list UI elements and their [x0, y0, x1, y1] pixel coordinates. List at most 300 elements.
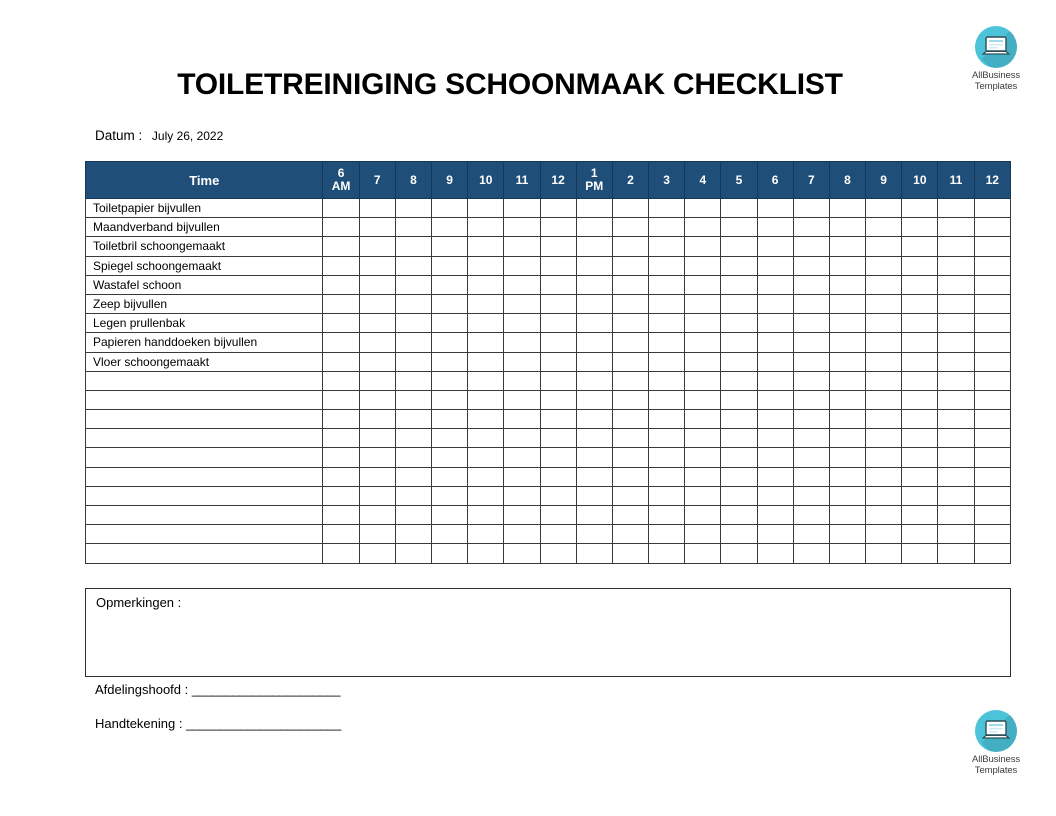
task-label-cell[interactable]	[86, 390, 323, 409]
checkbox-cell[interactable]	[974, 294, 1010, 313]
checkbox-cell[interactable]	[974, 525, 1010, 544]
task-label-cell[interactable]: Toiletbril schoongemaakt	[86, 237, 323, 256]
checkbox-cell[interactable]	[649, 333, 685, 352]
checkbox-cell[interactable]	[359, 314, 395, 333]
checkbox-cell[interactable]	[793, 544, 829, 563]
checkbox-cell[interactable]	[649, 525, 685, 544]
checkbox-cell[interactable]	[649, 429, 685, 448]
checkbox-cell[interactable]	[395, 429, 431, 448]
checkbox-cell[interactable]	[612, 448, 648, 467]
checkbox-cell[interactable]	[866, 429, 902, 448]
checkbox-cell[interactable]	[721, 467, 757, 486]
checkbox-cell[interactable]	[395, 390, 431, 409]
checkbox-cell[interactable]	[685, 429, 721, 448]
checkbox-cell[interactable]	[866, 410, 902, 429]
checkbox-cell[interactable]	[757, 525, 793, 544]
checkbox-cell[interactable]	[432, 333, 468, 352]
checkbox-cell[interactable]	[359, 486, 395, 505]
checkbox-cell[interactable]	[829, 333, 865, 352]
checkbox-cell[interactable]	[432, 467, 468, 486]
department-head-blank[interactable]: ______________________	[191, 682, 340, 697]
checkbox-cell[interactable]	[938, 352, 974, 371]
checkbox-cell[interactable]	[793, 352, 829, 371]
checkbox-cell[interactable]	[757, 275, 793, 294]
checkbox-cell[interactable]	[866, 448, 902, 467]
task-label-cell[interactable]: Zeep bijvullen	[86, 294, 323, 313]
checkbox-cell[interactable]	[902, 333, 938, 352]
checkbox-cell[interactable]	[576, 448, 612, 467]
checkbox-cell[interactable]	[540, 256, 576, 275]
checkbox-cell[interactable]	[432, 256, 468, 275]
checkbox-cell[interactable]	[938, 410, 974, 429]
checkbox-cell[interactable]	[432, 486, 468, 505]
checkbox-cell[interactable]	[685, 410, 721, 429]
remarks-box[interactable]	[85, 588, 1011, 677]
checkbox-cell[interactable]	[576, 314, 612, 333]
checkbox-cell[interactable]	[468, 256, 504, 275]
checkbox-cell[interactable]	[793, 525, 829, 544]
checkbox-cell[interactable]	[395, 199, 431, 218]
checkbox-cell[interactable]	[468, 486, 504, 505]
checkbox-cell[interactable]	[323, 314, 359, 333]
checkbox-cell[interactable]	[504, 410, 540, 429]
checkbox-cell[interactable]	[649, 352, 685, 371]
checkbox-cell[interactable]	[938, 486, 974, 505]
checkbox-cell[interactable]	[323, 294, 359, 313]
checkbox-cell[interactable]	[540, 275, 576, 294]
checkbox-cell[interactable]	[902, 410, 938, 429]
checkbox-cell[interactable]	[468, 333, 504, 352]
checkbox-cell[interactable]	[612, 390, 648, 409]
checkbox-cell[interactable]	[432, 371, 468, 390]
checkbox-cell[interactable]	[612, 544, 648, 563]
checkbox-cell[interactable]	[721, 525, 757, 544]
checkbox-cell[interactable]	[974, 352, 1010, 371]
checkbox-cell[interactable]	[866, 199, 902, 218]
checkbox-cell[interactable]	[323, 333, 359, 352]
checkbox-cell[interactable]	[504, 218, 540, 237]
checkbox-cell[interactable]	[395, 410, 431, 429]
checkbox-cell[interactable]	[866, 506, 902, 525]
checkbox-cell[interactable]	[649, 486, 685, 505]
checkbox-cell[interactable]	[938, 237, 974, 256]
checkbox-cell[interactable]	[359, 218, 395, 237]
checkbox-cell[interactable]	[612, 256, 648, 275]
checkbox-cell[interactable]	[829, 525, 865, 544]
checkbox-cell[interactable]	[902, 218, 938, 237]
task-label-cell[interactable]: Vloer schoongemaakt	[86, 352, 323, 371]
checkbox-cell[interactable]	[649, 506, 685, 525]
checkbox-cell[interactable]	[504, 486, 540, 505]
checkbox-cell[interactable]	[395, 275, 431, 294]
checkbox-cell[interactable]	[323, 525, 359, 544]
checkbox-cell[interactable]	[938, 525, 974, 544]
checkbox-cell[interactable]	[866, 371, 902, 390]
checkbox-cell[interactable]	[359, 199, 395, 218]
checkbox-cell[interactable]	[902, 256, 938, 275]
checkbox-cell[interactable]	[902, 525, 938, 544]
checkbox-cell[interactable]	[576, 525, 612, 544]
checkbox-cell[interactable]	[432, 525, 468, 544]
checkbox-cell[interactable]	[649, 199, 685, 218]
checkbox-cell[interactable]	[829, 352, 865, 371]
checkbox-cell[interactable]	[395, 256, 431, 275]
checkbox-cell[interactable]	[829, 314, 865, 333]
checkbox-cell[interactable]	[504, 256, 540, 275]
signature-blank[interactable]: _______________________	[186, 716, 341, 731]
task-label-cell[interactable]	[86, 506, 323, 525]
checkbox-cell[interactable]	[395, 506, 431, 525]
checkbox-cell[interactable]	[793, 256, 829, 275]
checkbox-cell[interactable]	[649, 410, 685, 429]
checkbox-cell[interactable]	[323, 506, 359, 525]
task-label-cell[interactable]	[86, 429, 323, 448]
checkbox-cell[interactable]	[323, 199, 359, 218]
checkbox-cell[interactable]	[540, 371, 576, 390]
checkbox-cell[interactable]	[540, 486, 576, 505]
checkbox-cell[interactable]	[793, 294, 829, 313]
checkbox-cell[interactable]	[612, 467, 648, 486]
checkbox-cell[interactable]	[323, 256, 359, 275]
checkbox-cell[interactable]	[938, 448, 974, 467]
checkbox-cell[interactable]	[721, 448, 757, 467]
checkbox-cell[interactable]	[468, 429, 504, 448]
checkbox-cell[interactable]	[721, 275, 757, 294]
checkbox-cell[interactable]	[938, 275, 974, 294]
checkbox-cell[interactable]	[576, 256, 612, 275]
checkbox-cell[interactable]	[685, 352, 721, 371]
checkbox-cell[interactable]	[902, 314, 938, 333]
task-label-cell[interactable]	[86, 525, 323, 544]
checkbox-cell[interactable]	[504, 448, 540, 467]
checkbox-cell[interactable]	[902, 294, 938, 313]
checkbox-cell[interactable]	[612, 314, 648, 333]
checkbox-cell[interactable]	[793, 237, 829, 256]
checkbox-cell[interactable]	[576, 467, 612, 486]
checkbox-cell[interactable]	[757, 352, 793, 371]
checkbox-cell[interactable]	[866, 294, 902, 313]
checkbox-cell[interactable]	[504, 371, 540, 390]
checkbox-cell[interactable]	[866, 390, 902, 409]
checkbox-cell[interactable]	[721, 486, 757, 505]
checkbox-cell[interactable]	[829, 218, 865, 237]
checkbox-cell[interactable]	[829, 371, 865, 390]
checkbox-cell[interactable]	[938, 467, 974, 486]
checkbox-cell[interactable]	[576, 486, 612, 505]
checkbox-cell[interactable]	[432, 544, 468, 563]
checkbox-cell[interactable]	[938, 544, 974, 563]
checkbox-cell[interactable]	[359, 448, 395, 467]
checkbox-cell[interactable]	[721, 294, 757, 313]
checkbox-cell[interactable]	[829, 275, 865, 294]
checkbox-cell[interactable]	[829, 410, 865, 429]
checkbox-cell[interactable]	[757, 506, 793, 525]
checkbox-cell[interactable]	[974, 218, 1010, 237]
checkbox-cell[interactable]	[432, 390, 468, 409]
checkbox-cell[interactable]	[612, 218, 648, 237]
checkbox-cell[interactable]	[829, 506, 865, 525]
checkbox-cell[interactable]	[685, 448, 721, 467]
checkbox-cell[interactable]	[685, 199, 721, 218]
checkbox-cell[interactable]	[540, 410, 576, 429]
checkbox-cell[interactable]	[902, 429, 938, 448]
checkbox-cell[interactable]	[793, 371, 829, 390]
checkbox-cell[interactable]	[829, 544, 865, 563]
checkbox-cell[interactable]	[829, 390, 865, 409]
checkbox-cell[interactable]	[612, 371, 648, 390]
checkbox-cell[interactable]	[974, 237, 1010, 256]
checkbox-cell[interactable]	[829, 199, 865, 218]
checkbox-cell[interactable]	[540, 390, 576, 409]
checkbox-cell[interactable]	[432, 199, 468, 218]
checkbox-cell[interactable]	[721, 199, 757, 218]
checkbox-cell[interactable]	[721, 237, 757, 256]
checkbox-cell[interactable]	[757, 410, 793, 429]
checkbox-cell[interactable]	[757, 486, 793, 505]
checkbox-cell[interactable]	[468, 275, 504, 294]
checkbox-cell[interactable]	[902, 352, 938, 371]
checkbox-cell[interactable]	[793, 390, 829, 409]
checkbox-cell[interactable]	[793, 410, 829, 429]
checkbox-cell[interactable]	[432, 275, 468, 294]
checkbox-cell[interactable]	[612, 352, 648, 371]
checkbox-cell[interactable]	[468, 352, 504, 371]
checkbox-cell[interactable]	[974, 390, 1010, 409]
task-label-cell[interactable]	[86, 410, 323, 429]
task-label-cell[interactable]: Maandverband bijvullen	[86, 218, 323, 237]
checkbox-cell[interactable]	[359, 352, 395, 371]
checkbox-cell[interactable]	[612, 506, 648, 525]
checkbox-cell[interactable]	[938, 429, 974, 448]
checkbox-cell[interactable]	[359, 275, 395, 294]
checkbox-cell[interactable]	[974, 410, 1010, 429]
checkbox-cell[interactable]	[757, 429, 793, 448]
task-label-cell[interactable]: Toiletpapier bijvullen	[86, 199, 323, 218]
checkbox-cell[interactable]	[938, 314, 974, 333]
checkbox-cell[interactable]	[576, 333, 612, 352]
checkbox-cell[interactable]	[612, 410, 648, 429]
checkbox-cell[interactable]	[504, 237, 540, 256]
checkbox-cell[interactable]	[866, 352, 902, 371]
checkbox-cell[interactable]	[323, 448, 359, 467]
checkbox-cell[interactable]	[829, 429, 865, 448]
task-label-cell[interactable]	[86, 544, 323, 563]
checkbox-cell[interactable]	[866, 218, 902, 237]
checkbox-cell[interactable]	[432, 294, 468, 313]
checkbox-cell[interactable]	[323, 429, 359, 448]
checkbox-cell[interactable]	[685, 486, 721, 505]
checkbox-cell[interactable]	[576, 410, 612, 429]
checkbox-cell[interactable]	[540, 544, 576, 563]
checkbox-cell[interactable]	[504, 199, 540, 218]
checkbox-cell[interactable]	[685, 371, 721, 390]
checkbox-cell[interactable]	[395, 486, 431, 505]
checkbox-cell[interactable]	[938, 506, 974, 525]
checkbox-cell[interactable]	[902, 506, 938, 525]
task-label-cell[interactable]	[86, 486, 323, 505]
checkbox-cell[interactable]	[757, 237, 793, 256]
checkbox-cell[interactable]	[576, 371, 612, 390]
checkbox-cell[interactable]	[902, 371, 938, 390]
checkbox-cell[interactable]	[323, 410, 359, 429]
checkbox-cell[interactable]	[323, 371, 359, 390]
task-label-cell[interactable]	[86, 448, 323, 467]
checkbox-cell[interactable]	[866, 467, 902, 486]
checkbox-cell[interactable]	[649, 294, 685, 313]
checkbox-cell[interactable]	[468, 467, 504, 486]
checkbox-cell[interactable]	[721, 371, 757, 390]
checkbox-cell[interactable]	[866, 237, 902, 256]
checkbox-cell[interactable]	[323, 352, 359, 371]
checkbox-cell[interactable]	[504, 467, 540, 486]
checkbox-cell[interactable]	[359, 410, 395, 429]
checkbox-cell[interactable]	[504, 506, 540, 525]
checkbox-cell[interactable]	[757, 256, 793, 275]
checkbox-cell[interactable]	[649, 390, 685, 409]
checkbox-cell[interactable]	[359, 256, 395, 275]
checkbox-cell[interactable]	[721, 506, 757, 525]
checkbox-cell[interactable]	[721, 429, 757, 448]
checkbox-cell[interactable]	[793, 486, 829, 505]
checkbox-cell[interactable]	[359, 333, 395, 352]
checkbox-cell[interactable]	[685, 237, 721, 256]
checkbox-cell[interactable]	[612, 486, 648, 505]
checkbox-cell[interactable]	[938, 390, 974, 409]
checkbox-cell[interactable]	[576, 352, 612, 371]
checkbox-cell[interactable]	[866, 256, 902, 275]
checkbox-cell[interactable]	[395, 218, 431, 237]
checkbox-cell[interactable]	[504, 525, 540, 544]
checkbox-cell[interactable]	[612, 429, 648, 448]
checkbox-cell[interactable]	[793, 314, 829, 333]
checkbox-cell[interactable]	[974, 506, 1010, 525]
checkbox-cell[interactable]	[902, 467, 938, 486]
checkbox-cell[interactable]	[721, 218, 757, 237]
checkbox-cell[interactable]	[359, 506, 395, 525]
checkbox-cell[interactable]	[829, 448, 865, 467]
checkbox-cell[interactable]	[359, 390, 395, 409]
checkbox-cell[interactable]	[902, 199, 938, 218]
checkbox-cell[interactable]	[793, 429, 829, 448]
checkbox-cell[interactable]	[793, 199, 829, 218]
checkbox-cell[interactable]	[359, 294, 395, 313]
checkbox-cell[interactable]	[866, 525, 902, 544]
checkbox-cell[interactable]	[649, 314, 685, 333]
checkbox-cell[interactable]	[359, 525, 395, 544]
checkbox-cell[interactable]	[576, 294, 612, 313]
checkbox-cell[interactable]	[757, 544, 793, 563]
checkbox-cell[interactable]	[432, 218, 468, 237]
checkbox-cell[interactable]	[721, 544, 757, 563]
checkbox-cell[interactable]	[468, 218, 504, 237]
checkbox-cell[interactable]	[395, 448, 431, 467]
task-label-cell[interactable]: Spiegel schoongemaakt	[86, 256, 323, 275]
checkbox-cell[interactable]	[757, 390, 793, 409]
checkbox-cell[interactable]	[504, 390, 540, 409]
checkbox-cell[interactable]	[540, 237, 576, 256]
checkbox-cell[interactable]	[721, 314, 757, 333]
checkbox-cell[interactable]	[323, 275, 359, 294]
checkbox-cell[interactable]	[359, 467, 395, 486]
checkbox-cell[interactable]	[757, 333, 793, 352]
checkbox-cell[interactable]	[649, 544, 685, 563]
checkbox-cell[interactable]	[974, 371, 1010, 390]
task-label-cell[interactable]: Wastafel schoon	[86, 275, 323, 294]
checkbox-cell[interactable]	[540, 314, 576, 333]
checkbox-cell[interactable]	[829, 256, 865, 275]
task-label-cell[interactable]	[86, 371, 323, 390]
checkbox-cell[interactable]	[649, 275, 685, 294]
checkbox-cell[interactable]	[685, 333, 721, 352]
checkbox-cell[interactable]	[432, 352, 468, 371]
checkbox-cell[interactable]	[938, 294, 974, 313]
checkbox-cell[interactable]	[757, 218, 793, 237]
checkbox-cell[interactable]	[323, 390, 359, 409]
checkbox-cell[interactable]	[468, 544, 504, 563]
checkbox-cell[interactable]	[757, 467, 793, 486]
checkbox-cell[interactable]	[576, 390, 612, 409]
checkbox-cell[interactable]	[540, 199, 576, 218]
checkbox-cell[interactable]	[829, 467, 865, 486]
checkbox-cell[interactable]	[974, 333, 1010, 352]
checkbox-cell[interactable]	[793, 218, 829, 237]
checkbox-cell[interactable]	[540, 218, 576, 237]
checkbox-cell[interactable]	[432, 429, 468, 448]
checkbox-cell[interactable]	[395, 333, 431, 352]
checkbox-cell[interactable]	[540, 352, 576, 371]
checkbox-cell[interactable]	[432, 448, 468, 467]
checkbox-cell[interactable]	[468, 294, 504, 313]
task-label-cell[interactable]: Legen prullenbak	[86, 314, 323, 333]
checkbox-cell[interactable]	[468, 448, 504, 467]
checkbox-cell[interactable]	[793, 275, 829, 294]
checkbox-cell[interactable]	[576, 275, 612, 294]
checkbox-cell[interactable]	[793, 448, 829, 467]
checkbox-cell[interactable]	[685, 506, 721, 525]
checkbox-cell[interactable]	[938, 218, 974, 237]
checkbox-cell[interactable]	[468, 390, 504, 409]
checkbox-cell[interactable]	[612, 294, 648, 313]
checkbox-cell[interactable]	[468, 237, 504, 256]
checkbox-cell[interactable]	[974, 486, 1010, 505]
checkbox-cell[interactable]	[866, 486, 902, 505]
checkbox-cell[interactable]	[468, 314, 504, 333]
checkbox-cell[interactable]	[938, 256, 974, 275]
checkbox-cell[interactable]	[902, 544, 938, 563]
checkbox-cell[interactable]	[432, 506, 468, 525]
checkbox-cell[interactable]	[432, 410, 468, 429]
checkbox-cell[interactable]	[902, 390, 938, 409]
checkbox-cell[interactable]	[612, 333, 648, 352]
checkbox-cell[interactable]	[974, 429, 1010, 448]
checkbox-cell[interactable]	[902, 448, 938, 467]
checkbox-cell[interactable]	[938, 199, 974, 218]
checkbox-cell[interactable]	[649, 371, 685, 390]
checkbox-cell[interactable]	[974, 314, 1010, 333]
checkbox-cell[interactable]	[576, 506, 612, 525]
date-value[interactable]: July 26, 2022	[151, 129, 224, 143]
checkbox-cell[interactable]	[902, 275, 938, 294]
checkbox-cell[interactable]	[395, 544, 431, 563]
checkbox-cell[interactable]	[721, 390, 757, 409]
checkbox-cell[interactable]	[974, 275, 1010, 294]
checkbox-cell[interactable]	[721, 352, 757, 371]
checkbox-cell[interactable]	[540, 506, 576, 525]
task-label-cell[interactable]: Papieren handdoeken bijvullen	[86, 333, 323, 352]
checkbox-cell[interactable]	[468, 506, 504, 525]
checkbox-cell[interactable]	[938, 333, 974, 352]
checkbox-cell[interactable]	[829, 486, 865, 505]
